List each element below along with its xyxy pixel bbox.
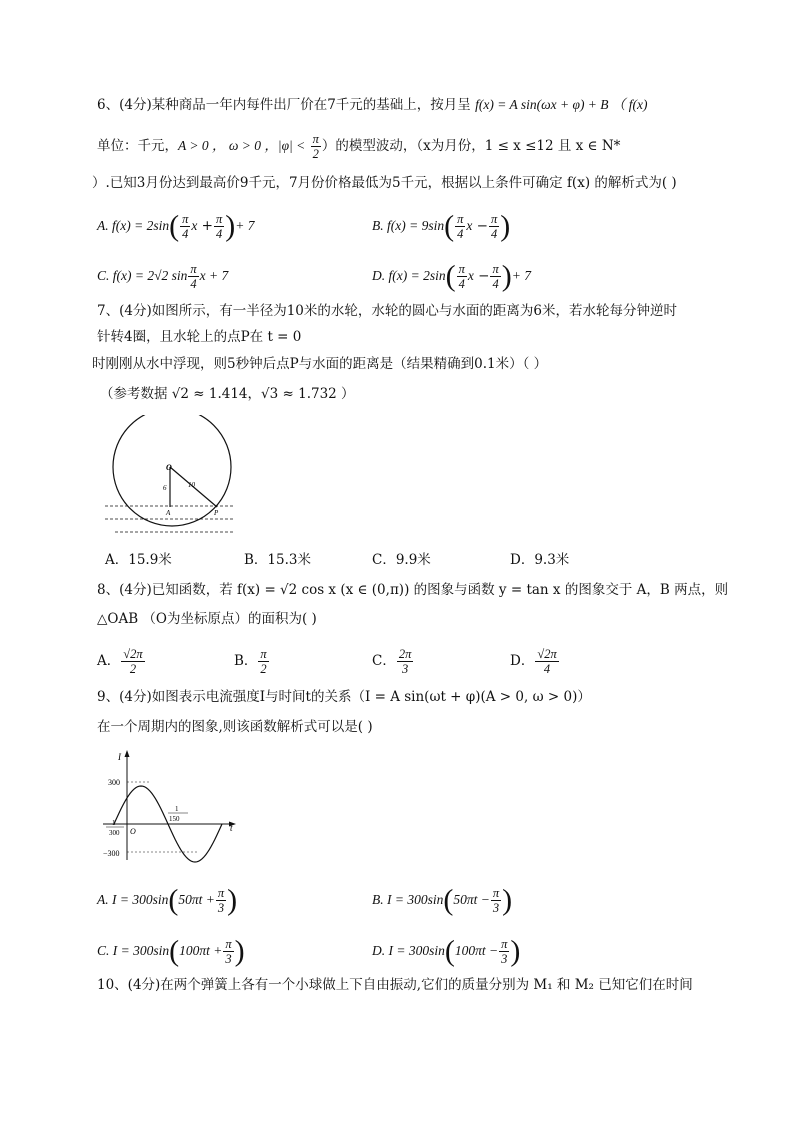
- label-10: 10: [188, 481, 195, 489]
- q9-option-c: C. I = 300sin(100πt + $\frac{\pi}{3}$ ): [97, 934, 245, 968]
- label-right-den: 150: [169, 815, 180, 823]
- q8-option-a: A． $\frac{√2\pi}{2}$: [97, 647, 143, 676]
- q6-line3: ）.已知3月份达到最高价9千元，7月份价格最低为5千元，根据以上条件可确定 f(x) 的解析式为( ): [92, 175, 677, 191]
- q6-option-a: A. f(x) = 2sin( $\frac{\pi}{4}$ x + $\frac{\pi}{4}$ )+ 7: [97, 209, 255, 243]
- q7-reference-data: （参考数据 √2 ≈ 1.414，√3 ≈ 1.732 ）: [100, 386, 355, 402]
- q6-pi-over-2: $\frac{\pi}{2}$: [312, 132, 319, 161]
- q7-option-c: C．9.9米: [372, 552, 431, 568]
- q8-line1: 8、(4分)已知函数，若 f(x) = √2 cos x (x ∈ (0,π)) 的图象与函数 y = tan x 的图象交于 A，B 两点，则: [97, 582, 729, 598]
- q7-option-b: B．15.3米: [244, 552, 311, 568]
- q6-model: f(x) = A sin(ωx + φ) + B （ f(x): [475, 97, 648, 112]
- q6-cond: A > 0 ， ω > 0 ，|φ| <: [178, 138, 306, 153]
- label-p: P: [214, 509, 219, 517]
- q6-domain: ）的模型波动，（x为月份，1 ≤ x ≤12 且 x ∈ N*: [321, 138, 621, 154]
- q8-option-c: C． $\frac{2\pi}{3}$: [372, 647, 412, 676]
- label-neg-300: −300: [103, 849, 120, 858]
- q8-option-d: D． $\frac{√2\pi}{4}$: [510, 647, 557, 676]
- q8-line2: △OAB （O为坐标原点）的面积为( ): [97, 611, 317, 627]
- label-a: A: [166, 509, 171, 517]
- q6-option-d: D. f(x) = 2sin( $\frac{\pi}{4}$ x − $\frac{\pi}{4}$ )+ 7: [372, 259, 531, 293]
- label-i: I: [118, 752, 121, 762]
- q6-line2: [97, 132, 620, 161]
- q6-unit: 单位：千元，: [97, 138, 178, 154]
- q9-line2: 在一个周期内的图象,则该函数解析式可以是( ): [97, 719, 373, 735]
- q9-current-graph: [100, 748, 240, 866]
- label-left-den: 300: [109, 829, 120, 837]
- q6-option-b: B. f(x) = 9sin( $\frac{\pi}{4}$ x − $\frac{\pi}{4}$ ): [372, 209, 511, 243]
- q8-option-b: B． $\frac{\pi}{2}$: [234, 647, 267, 676]
- label-300: 300: [108, 778, 120, 787]
- label-t: t: [230, 823, 233, 833]
- label-origin: O: [130, 827, 136, 836]
- q7-line3: 时刚刚从水中浮现，则5秒钟后点P与水面的距离是（结果精确到0.1米）（ ）: [92, 356, 548, 372]
- q7-option-a: A．15.9米: [105, 552, 172, 568]
- i-axis-arrow: [125, 750, 130, 757]
- q9-option-b: B. I = 300sin(50πt − $\frac{\pi}{3}$ ): [372, 883, 513, 917]
- q6-option-c: C. f(x) = 2√2 sin $\frac{\pi}{4}$ x + 7: [97, 262, 229, 291]
- q7-option-d: D．9.3米: [510, 552, 570, 568]
- label-left-num: 1: [112, 819, 116, 827]
- q10-line1: 10、(4分)在两个弹簧上各有一个小球做上下自由振动,它们的质量分别为 M₁ 和 M₂ 已知它们在时间: [97, 977, 693, 993]
- label-o: O: [166, 463, 172, 472]
- label-6: 6: [163, 484, 167, 492]
- q6-line1: [97, 96, 648, 114]
- q7-line1: 7、(4分)如图所示，有一半径为10米的水轮，水轮的圆心与水面的距离为6米，若水轮每分钟逆时: [97, 303, 677, 319]
- label-right-num: 1: [175, 805, 179, 813]
- q7-line2: 针转4圈，且水轮上的点P在 t = 0: [97, 329, 302, 345]
- q9-option-d: D. I = 300sin(100πt − $\frac{\pi}{3}$ ): [372, 934, 521, 968]
- q7-waterwheel-figure: [100, 415, 250, 540]
- q9-line1: 9、(4分)如图表示电流强度I与时间t的关系（I = A sin(ωt + φ)(A > 0, ω > 0)）: [97, 689, 591, 705]
- q6-text: 6、(4分)某种商品一年内每件出厂价在7千元的基础上，按月呈: [97, 97, 471, 113]
- q9-option-a: A. I = 300sin(50πt + $\frac{\pi}{3}$ ): [97, 883, 238, 917]
